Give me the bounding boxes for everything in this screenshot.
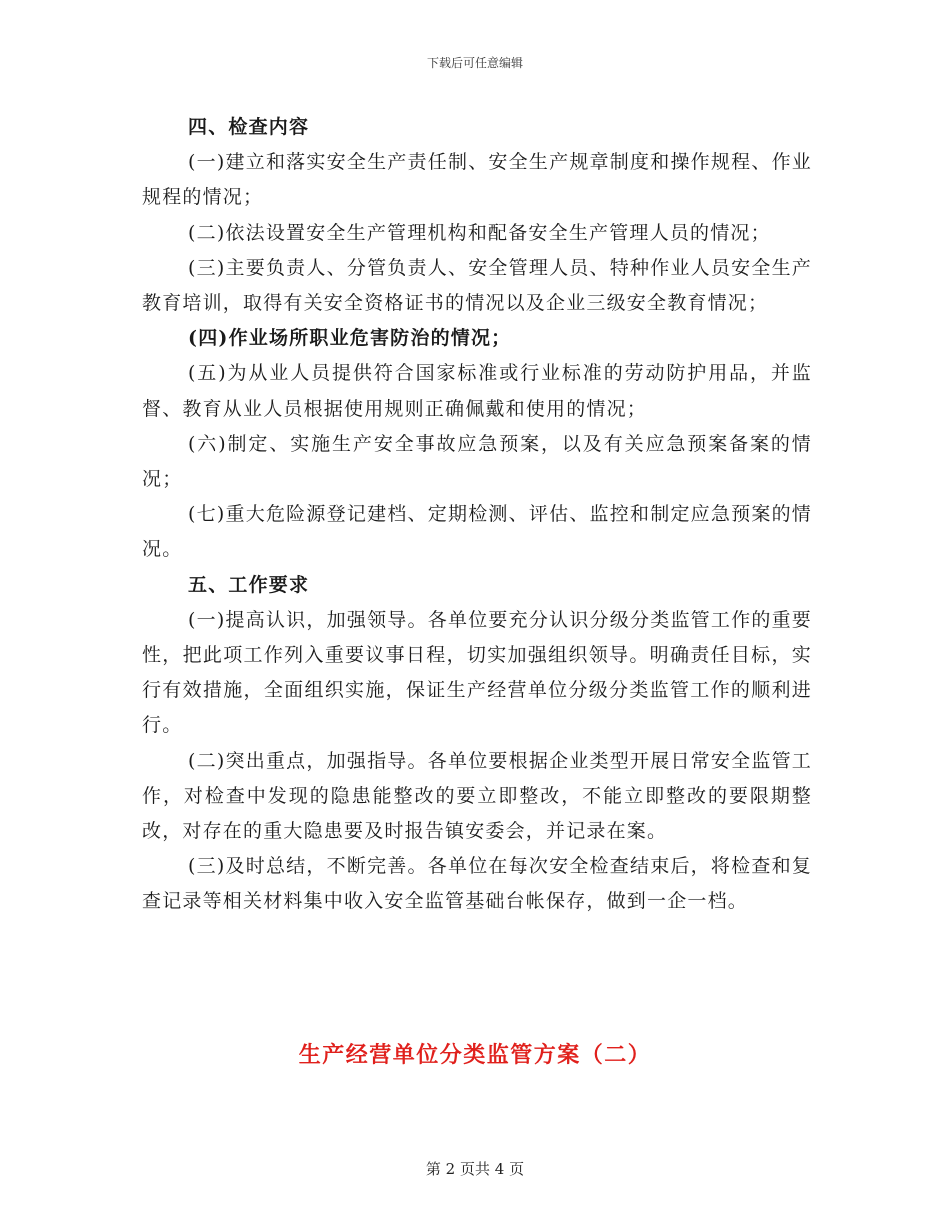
document-body (142, 110, 812, 920)
paragraph: (三)及时总结，不断完善。各单位在每次安全检查结束后，将检查和复查记录等相关材料集中收入安全监管基础台帐保存，做到一企一档。 (142, 855, 812, 913)
next-document-title: 生产经营单位分类监管方案（二） (298, 1042, 652, 1068)
paragraph: (七)重大危险源登记建档、定期检测、评估、监控和制定应急预案的情况。 (142, 503, 812, 561)
paragraph: (二)依法设置安全生产管理机构和配备安全生产管理人员的情况； (188, 221, 771, 244)
paragraph: (六)制定、实施生产安全事故应急预案，以及有关应急预案备案的情况； (142, 432, 812, 491)
paragraph: (五)为从业人员提供符合国家标准或行业标准的劳动防护用品，并监督、教育从业人员根据使用规则正确佩戴和使用的情况； (142, 362, 812, 420)
page-footer: 第 2 页共 4 页 (425, 1160, 525, 1178)
paragraph: (一)提高认识，加强领导。各单位要充分认识分级分类监管工作的重要性，把此项工作列入重要议事日程，切实加强组织领导。明确责任目标，实行有效措施，全面组织实施，保证生产经营单位分级分类监管工作的顺利进行。 (142, 608, 812, 737)
section-heading: 四、检查内容 (188, 116, 310, 138)
page-header: 下载后可任意编辑 (426, 56, 523, 70)
paragraph-bold: (四)作业场所职业危害防治的情况； (188, 327, 512, 350)
paragraph: (一)建立和落实安全生产责任制、安全生产规章制度和操作规程、作业规程的情况； (142, 151, 812, 209)
paragraph: (三)主要负责人、分管负责人、安全管理人员、特种作业人员安全生产教育培训，取得有关安全资格证书的情况以及企业三级安全教育情况； (142, 256, 812, 315)
paragraph: (二)突出重点，加强指导。各单位要根据企业类型开展日常安全监管工作，对检查中发现的隐患能整改的要立即整改，不能立即整改的要限期整改，对存在的重大隐患要及时报告镇安委会，并记录在案。 (142, 749, 812, 843)
section-heading: 五、工作要求 (188, 573, 310, 596)
